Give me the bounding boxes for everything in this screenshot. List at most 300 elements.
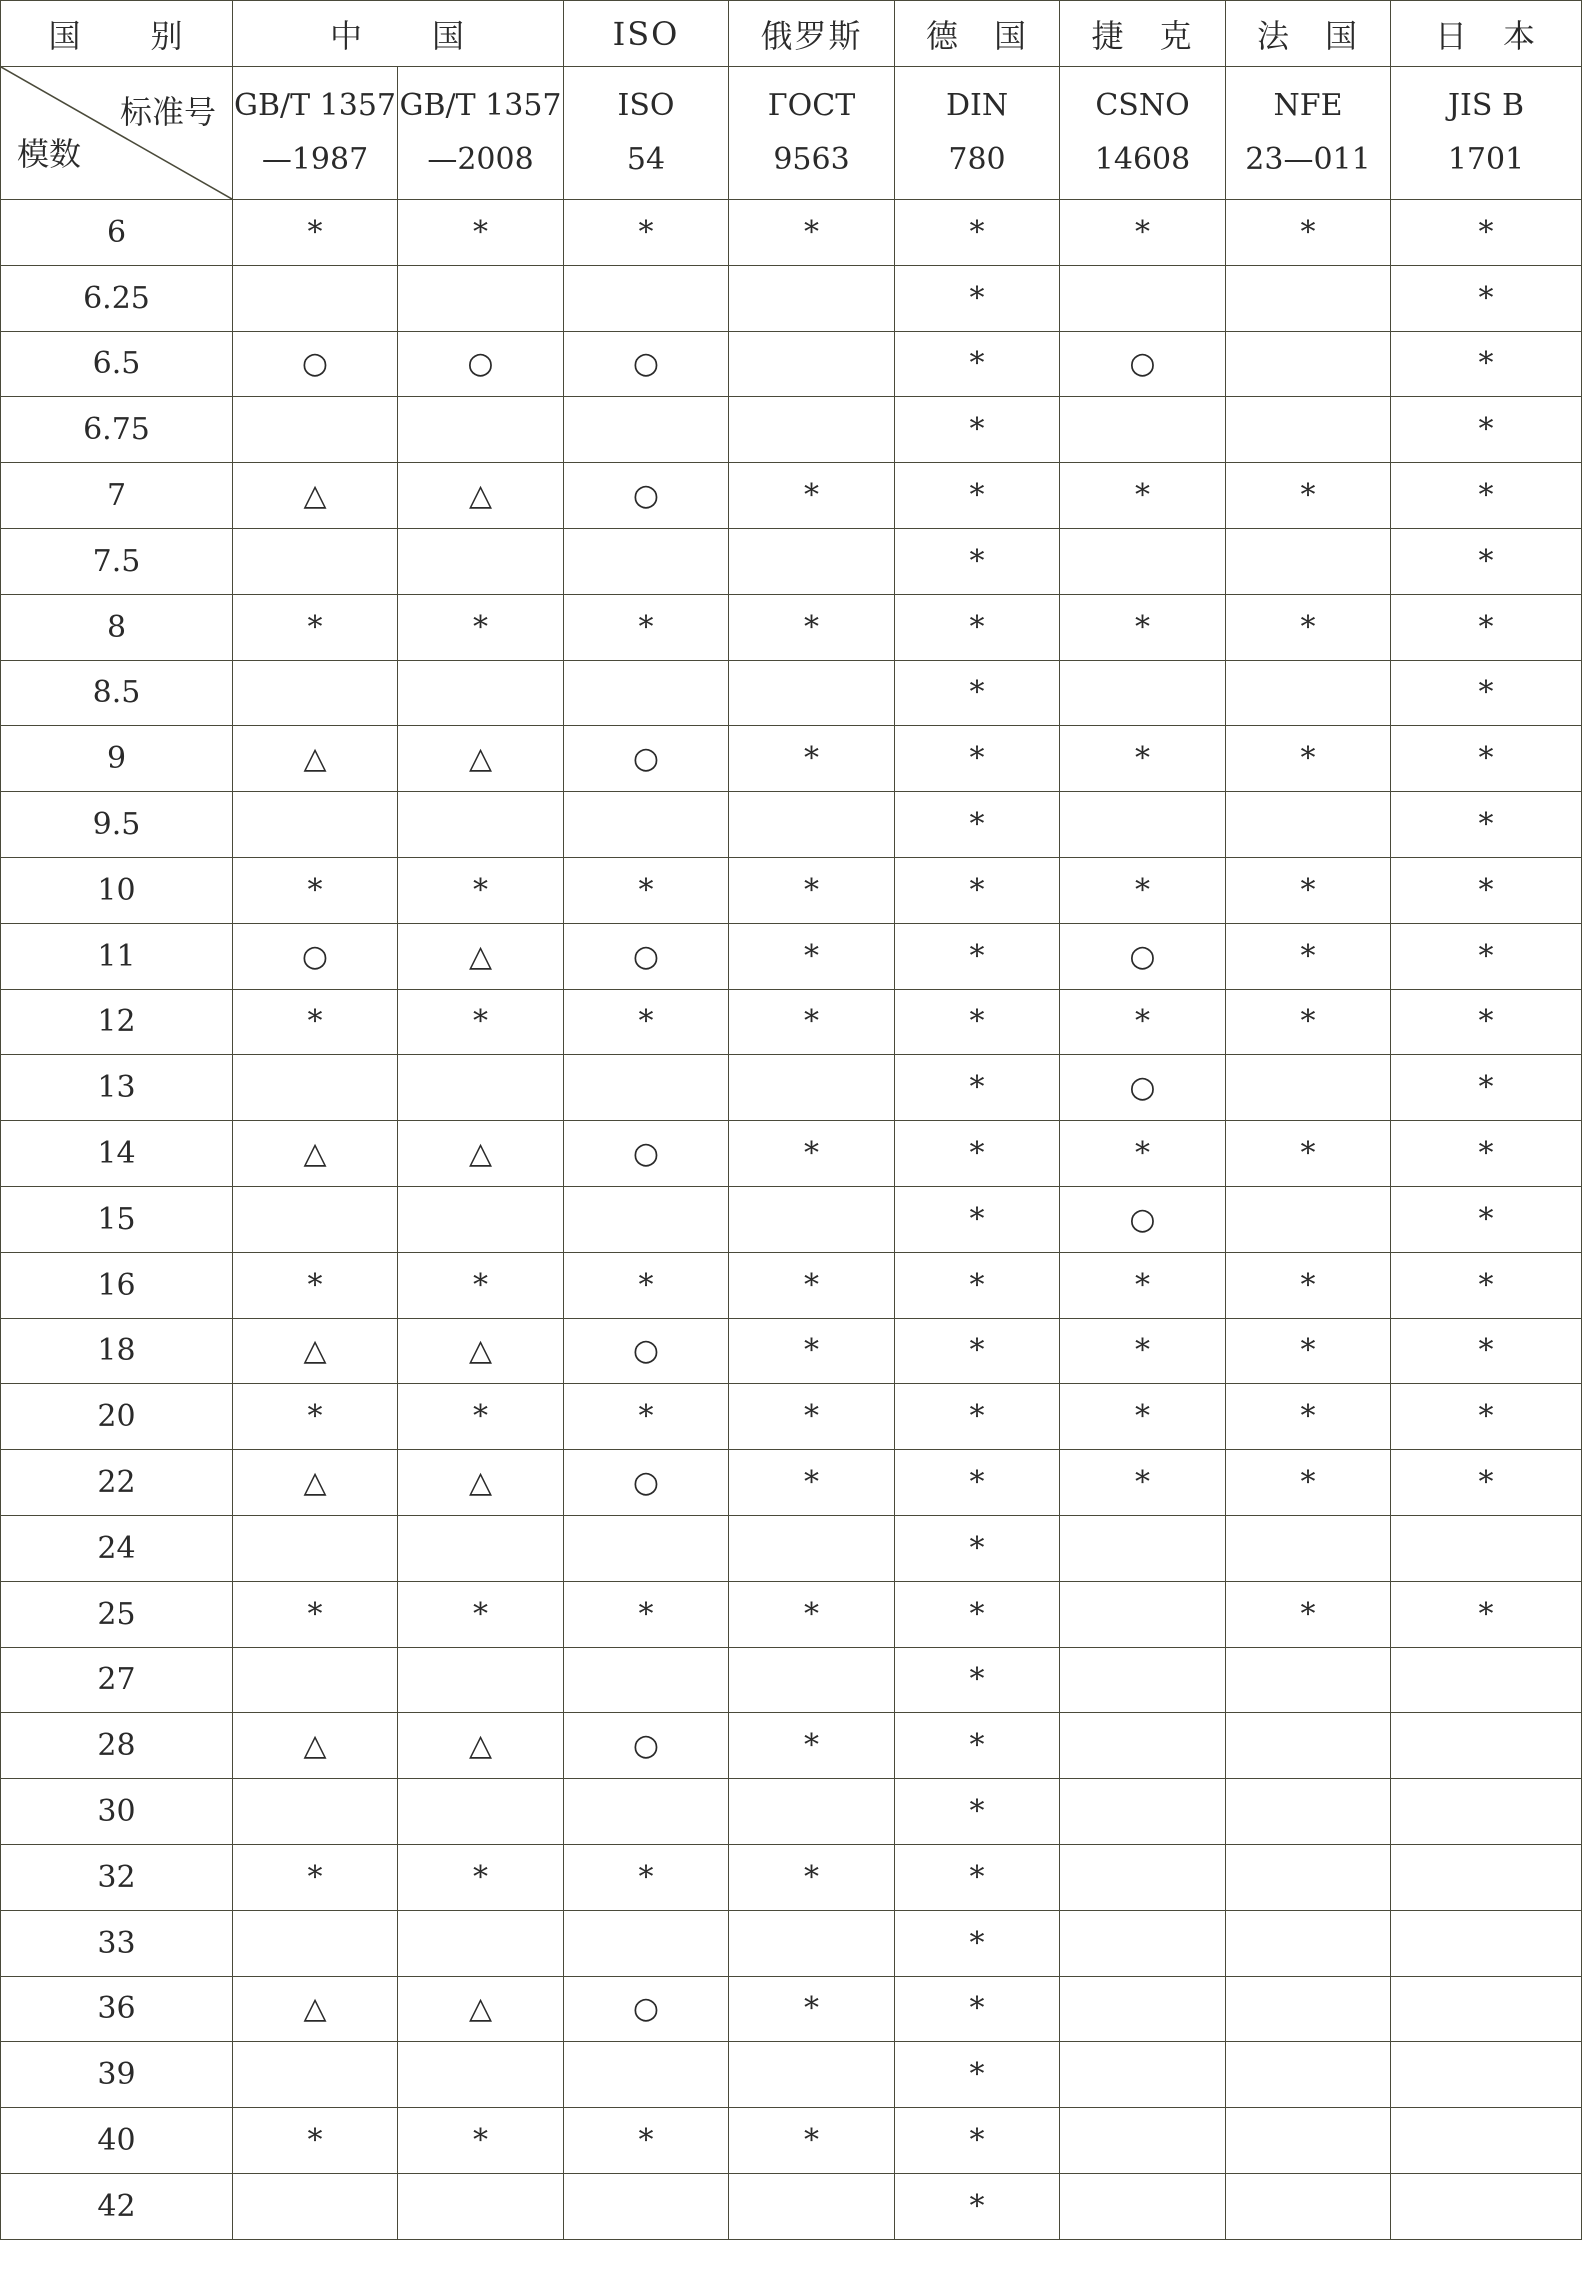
standard-mark-cell: △ [398,1713,564,1779]
standard-mark-cell: * [233,857,398,923]
standard-mark-cell: ○ [564,331,729,397]
table-row [1,1450,1582,1516]
standard-mark-cell: ○ [564,463,729,529]
module-value-cell: 6.25 [1,265,233,331]
standard-mark-cell: * [895,528,1060,594]
table-row [1,2173,1582,2239]
standard-line1: ISO [617,88,675,123]
standard-mark-cell [398,792,564,858]
standard-mark-cell: * [1060,857,1226,923]
table-row [1,331,1582,397]
standard-mark-cell: * [1226,463,1391,529]
standard-mark-cell: * [398,1844,564,1910]
standard-mark-cell [233,660,398,726]
standard-mark-cell: * [895,463,1060,529]
standard-mark-cell: △ [233,1121,398,1187]
standard-mark-cell: * [564,857,729,923]
standard-mark-cell: * [233,1581,398,1647]
module-value-cell: 13 [1,1055,233,1121]
standard-mark-cell: * [564,1252,729,1318]
standard-mark-cell: * [729,989,895,1055]
standard-cell [564,67,729,200]
standard-line2: 23—011 [1245,142,1371,177]
standard-mark-cell: ○ [1060,1186,1226,1252]
standard-mark-cell [398,2042,564,2108]
standard-mark-cell: * [729,1252,895,1318]
table-row [1,1976,1582,2042]
module-value-cell: 12 [1,989,233,1055]
standard-mark-cell: * [729,1581,895,1647]
standard-mark-cell: △ [233,1713,398,1779]
standard-mark-cell: * [729,923,895,989]
standard-mark-cell: ○ [564,1121,729,1187]
standard-mark-cell [1226,1515,1391,1581]
standard-mark-cell: * [895,200,1060,266]
standard-mark-cell: △ [398,726,564,792]
standard-mark-cell [564,1515,729,1581]
standard-mark-cell [1060,2108,1226,2174]
table-row [1,397,1582,463]
table-row [1,1515,1582,1581]
table-row [1,660,1582,726]
standard-mark-cell: * [895,2108,1060,2174]
standard-mark-cell [398,397,564,463]
table-row [1,1844,1582,1910]
standard-mark-cell [233,397,398,463]
standard-mark-cell: ○ [564,1318,729,1384]
standard-cell [1391,67,1582,200]
table-row [1,1910,1582,1976]
standard-mark-cell [398,265,564,331]
table-row [1,726,1582,792]
standard-mark-cell [1060,660,1226,726]
standard-mark-cell [564,1055,729,1121]
standard-label: 标准号 [119,93,216,131]
table-row [1,923,1582,989]
module-value-cell: 6 [1,200,233,266]
standard-line2: 1701 [1447,142,1525,177]
standard-mark-cell [398,1186,564,1252]
standard-mark-cell: △ [398,1318,564,1384]
standard-mark-cell [398,528,564,594]
standard-mark-cell: * [1060,200,1226,266]
standard-mark-cell [729,397,895,463]
standard-mark-cell [564,1779,729,1845]
module-value-cell: 40 [1,2108,233,2174]
standard-mark-cell [729,331,895,397]
table-row [1,1779,1582,1845]
standard-line1: ГОСТ [767,88,856,123]
standard-mark-cell [1060,1910,1226,1976]
standard-mark-cell [1391,1713,1582,1779]
standard-mark-cell: * [1060,1384,1226,1450]
module-value-cell: 30 [1,1779,233,1845]
standard-mark-cell: * [1226,857,1391,923]
standard-mark-cell: * [895,1779,1060,1845]
standard-mark-cell [1226,1713,1391,1779]
module-value-cell: 20 [1,1384,233,1450]
standard-mark-cell: * [895,1121,1060,1187]
standard-mark-cell: * [564,1581,729,1647]
module-value-cell: 9.5 [1,792,233,858]
standard-mark-cell: * [1391,200,1582,266]
standard-mark-cell: * [1226,1384,1391,1450]
standard-mark-cell: * [895,2173,1060,2239]
standard-mark-cell: * [1391,857,1582,923]
standard-line2: 14608 [1094,142,1191,177]
standard-mark-cell [1226,660,1391,726]
standard-mark-cell: * [1391,923,1582,989]
standard-mark-cell: * [1391,1318,1582,1384]
module-value-cell: 11 [1,923,233,989]
standard-mark-cell: * [564,2108,729,2174]
standard-mark-cell: * [729,2108,895,2174]
standard-mark-cell [1226,1647,1391,1713]
standard-mark-cell: △ [398,923,564,989]
standard-mark-cell [564,397,729,463]
standard-mark-cell: * [729,1976,895,2042]
standard-mark-cell: * [1060,726,1226,792]
standard-mark-cell: △ [233,1450,398,1516]
module-value-cell: 32 [1,1844,233,1910]
standard-mark-cell: * [895,1384,1060,1450]
standard-mark-cell [564,660,729,726]
standard-mark-cell [1060,1844,1226,1910]
table-row [1,1121,1582,1187]
standard-mark-cell: * [398,1384,564,1450]
standard-mark-cell [729,1910,895,1976]
standard-mark-cell: * [895,1186,1060,1252]
standard-mark-cell [1060,1581,1226,1647]
standard-mark-cell: * [1391,726,1582,792]
standard-mark-cell: * [398,989,564,1055]
standard-mark-cell: * [895,660,1060,726]
standard-mark-cell: * [729,1713,895,1779]
standard-mark-cell: * [233,1384,398,1450]
standard-mark-cell [1060,792,1226,858]
module-value-cell: 16 [1,1252,233,1318]
standard-mark-cell [1226,1910,1391,1976]
standard-mark-cell: * [1391,397,1582,463]
module-value-cell: 28 [1,1713,233,1779]
standard-line2: 9563 [773,142,850,177]
standard-mark-cell: * [1391,463,1582,529]
standard-mark-cell [729,265,895,331]
standard-mark-cell [233,1055,398,1121]
standard-mark-cell [233,528,398,594]
table-row [1,1713,1582,1779]
standard-mark-cell: * [895,792,1060,858]
table-row [1,1252,1582,1318]
standard-mark-cell: * [895,1713,1060,1779]
standard-mark-cell [1060,1515,1226,1581]
module-value-cell: 14 [1,1121,233,1187]
standard-mark-cell: △ [398,1121,564,1187]
standard-mark-cell: * [895,397,1060,463]
standard-mark-cell: * [729,1450,895,1516]
standard-mark-cell [398,1779,564,1845]
standard-mark-cell: * [729,857,895,923]
standard-mark-cell: * [729,1318,895,1384]
standard-mark-cell [398,1910,564,1976]
standard-mark-cell: * [1391,1384,1582,1450]
standard-mark-cell: * [233,2108,398,2174]
standard-mark-cell [729,528,895,594]
standard-line2: 780 [948,142,1006,177]
standard-mark-cell [564,265,729,331]
standard-mark-cell: * [729,1384,895,1450]
standard-cell [1060,67,1226,200]
table-row [1,528,1582,594]
standard-mark-cell: * [564,1844,729,1910]
standard-line1: NFE [1273,88,1343,123]
standard-mark-cell: * [895,1581,1060,1647]
standard-mark-cell: * [1391,1252,1582,1318]
standard-mark-cell [1060,1779,1226,1845]
table-row [1,2042,1582,2108]
standard-mark-cell: * [1391,1450,1582,1516]
table-row [1,1318,1582,1384]
standard-mark-cell [729,792,895,858]
standard-mark-cell [564,2173,729,2239]
module-value-cell: 25 [1,1581,233,1647]
standard-mark-cell [1226,265,1391,331]
module-value-cell: 6.5 [1,331,233,397]
standard-mark-cell [398,1647,564,1713]
country-russia: 俄罗斯 [729,1,895,67]
standard-mark-cell [233,1186,398,1252]
table-row [1,1186,1582,1252]
standard-mark-cell: * [729,200,895,266]
standard-mark-cell: * [895,857,1060,923]
standard-mark-cell: * [1226,1252,1391,1318]
standard-mark-cell [1391,1910,1582,1976]
standard-mark-cell: * [895,2042,1060,2108]
table-row [1,2108,1582,2174]
standard-mark-cell [1226,1186,1391,1252]
standard-line1: CSNO [1095,88,1190,123]
standard-mark-cell: * [233,989,398,1055]
standard-mark-cell [1391,1647,1582,1713]
module-value-cell: 42 [1,2173,233,2239]
standard-mark-cell [1226,792,1391,858]
country-czech: 捷 克 [1060,1,1226,67]
standard-mark-cell: ○ [564,1976,729,2042]
module-value-cell: 8 [1,594,233,660]
standard-mark-cell: * [398,594,564,660]
standard-mark-cell: * [1060,594,1226,660]
table-row [1,1384,1582,1450]
standard-mark-cell: * [895,923,1060,989]
standard-mark-cell [1226,1844,1391,1910]
standard-mark-cell [1060,528,1226,594]
standard-mark-cell: * [1226,923,1391,989]
standard-mark-cell: * [1391,594,1582,660]
standard-mark-cell [233,1779,398,1845]
country-japan: 日 本 [1391,1,1582,67]
standard-mark-cell: * [398,857,564,923]
standard-mark-cell [1226,1055,1391,1121]
standard-mark-cell [1060,1647,1226,1713]
standard-mark-cell: * [398,2108,564,2174]
standard-mark-cell: ○ [564,923,729,989]
country-label-cell: 国 别 [1,1,233,67]
standard-mark-cell: * [1391,528,1582,594]
standard-line1: JIS B [1448,88,1525,123]
standard-mark-cell: * [564,1384,729,1450]
standard-mark-cell [1060,265,1226,331]
standard-cell [729,67,895,200]
standard-mark-cell [1391,1976,1582,2042]
standard-mark-cell: * [1391,1186,1582,1252]
standard-line1: GB/T 1357 [399,88,562,123]
standard-mark-cell: * [1226,1581,1391,1647]
standard-mark-cell: * [1226,1318,1391,1384]
module-value-cell: 6.75 [1,397,233,463]
standard-mark-cell: △ [398,463,564,529]
standard-mark-cell: * [1060,1450,1226,1516]
standard-mark-cell [729,660,895,726]
standard-mark-cell: * [729,463,895,529]
standard-mark-cell [1226,528,1391,594]
standard-mark-cell: * [1226,1121,1391,1187]
standard-mark-cell: * [1391,331,1582,397]
table-row [1,857,1582,923]
standard-mark-cell: * [895,1515,1060,1581]
standard-mark-cell [564,1647,729,1713]
standard-mark-cell: * [895,1450,1060,1516]
module-value-cell: 18 [1,1318,233,1384]
standard-mark-cell: * [1226,989,1391,1055]
module-value-cell: 36 [1,1976,233,2042]
standard-mark-cell: * [729,594,895,660]
standard-mark-cell [1391,1779,1582,1845]
standard-mark-cell [233,1647,398,1713]
table-row [1,989,1582,1055]
standard-mark-cell: ○ [564,1450,729,1516]
standard-mark-cell [564,1186,729,1252]
standard-mark-cell: ○ [398,331,564,397]
standard-mark-cell [729,2173,895,2239]
module-label: 模数 [17,135,82,173]
module-value-cell: 27 [1,1647,233,1713]
standard-mark-cell: * [895,265,1060,331]
standard-cell [398,67,564,200]
standard-mark-cell: * [895,726,1060,792]
table-row [1,1581,1582,1647]
standard-mark-cell [1060,2173,1226,2239]
standard-mark-cell [729,1186,895,1252]
standard-mark-cell: ○ [233,923,398,989]
standard-mark-cell: △ [398,1976,564,2042]
standard-mark-cell [729,1779,895,1845]
table-row [1,463,1582,529]
standard-mark-cell [1226,1779,1391,1845]
standard-mark-cell [233,265,398,331]
standard-mark-cell: * [895,1252,1060,1318]
country-germany: 德 国 [895,1,1060,67]
standard-line2: —2008 [427,142,534,177]
standard-mark-cell [1226,2173,1391,2239]
standard-mark-cell [1060,2042,1226,2108]
standard-mark-cell: * [895,1910,1060,1976]
module-value-cell: 8.5 [1,660,233,726]
standard-mark-cell [1226,2042,1391,2108]
module-value-cell: 39 [1,2042,233,2108]
standard-line2: 54 [626,142,666,177]
standard-mark-cell [1391,2042,1582,2108]
table-row [1,792,1582,858]
standard-mark-cell: * [895,594,1060,660]
standard-mark-cell [564,528,729,594]
standard-mark-cell: * [1391,1581,1582,1647]
standard-mark-cell: * [233,1844,398,1910]
standard-mark-cell: ○ [1060,331,1226,397]
standard-mark-cell: * [895,1647,1060,1713]
module-value-cell: 9 [1,726,233,792]
module-value-cell: 10 [1,857,233,923]
standard-mark-cell: * [895,1318,1060,1384]
standard-mark-cell: ○ [564,1713,729,1779]
standard-mark-cell: ○ [564,726,729,792]
standard-mark-cell: * [1226,726,1391,792]
standard-mark-cell: * [1060,1121,1226,1187]
standard-mark-cell [1226,1976,1391,2042]
country-header-row [1,1,1582,67]
standard-mark-cell: * [1226,200,1391,266]
standard-mark-cell [398,1515,564,1581]
standard-mark-cell [233,1515,398,1581]
standard-mark-cell: * [895,1055,1060,1121]
standard-mark-cell [233,2042,398,2108]
standard-mark-cell: ○ [1060,1055,1226,1121]
standard-mark-cell: * [398,1252,564,1318]
module-value-cell: 24 [1,1515,233,1581]
standard-mark-cell: * [1391,792,1582,858]
standard-mark-cell: * [1226,1450,1391,1516]
standard-mark-cell: * [1391,1121,1582,1187]
table-row [1,200,1582,266]
country-china: 中 国 [233,1,564,67]
standard-mark-cell [729,1055,895,1121]
standard-mark-cell: * [1060,1252,1226,1318]
standard-mark-cell: △ [233,1976,398,2042]
standard-mark-cell [729,1647,895,1713]
standard-mark-cell [729,2042,895,2108]
module-value-cell: 7.5 [1,528,233,594]
standard-mark-cell: * [1226,594,1391,660]
standard-mark-cell: * [398,1581,564,1647]
standard-mark-cell: ○ [1060,923,1226,989]
standard-mark-cell: ○ [233,331,398,397]
standard-mark-cell [1060,397,1226,463]
standard-mark-cell [1391,2173,1582,2239]
standard-mark-cell [233,1910,398,1976]
standard-header-row [1,67,1582,200]
diagonal-header-cell [1,67,233,200]
standard-mark-cell: * [564,594,729,660]
standard-mark-cell [233,792,398,858]
standard-mark-cell: * [895,1844,1060,1910]
standard-mark-cell: * [1391,265,1582,331]
standard-cell [1226,67,1391,200]
standard-mark-cell [1391,1844,1582,1910]
standard-cell [895,67,1060,200]
standard-mark-cell: * [729,1121,895,1187]
standard-mark-cell [564,792,729,858]
standard-mark-cell [1226,397,1391,463]
module-value-cell: 22 [1,1450,233,1516]
